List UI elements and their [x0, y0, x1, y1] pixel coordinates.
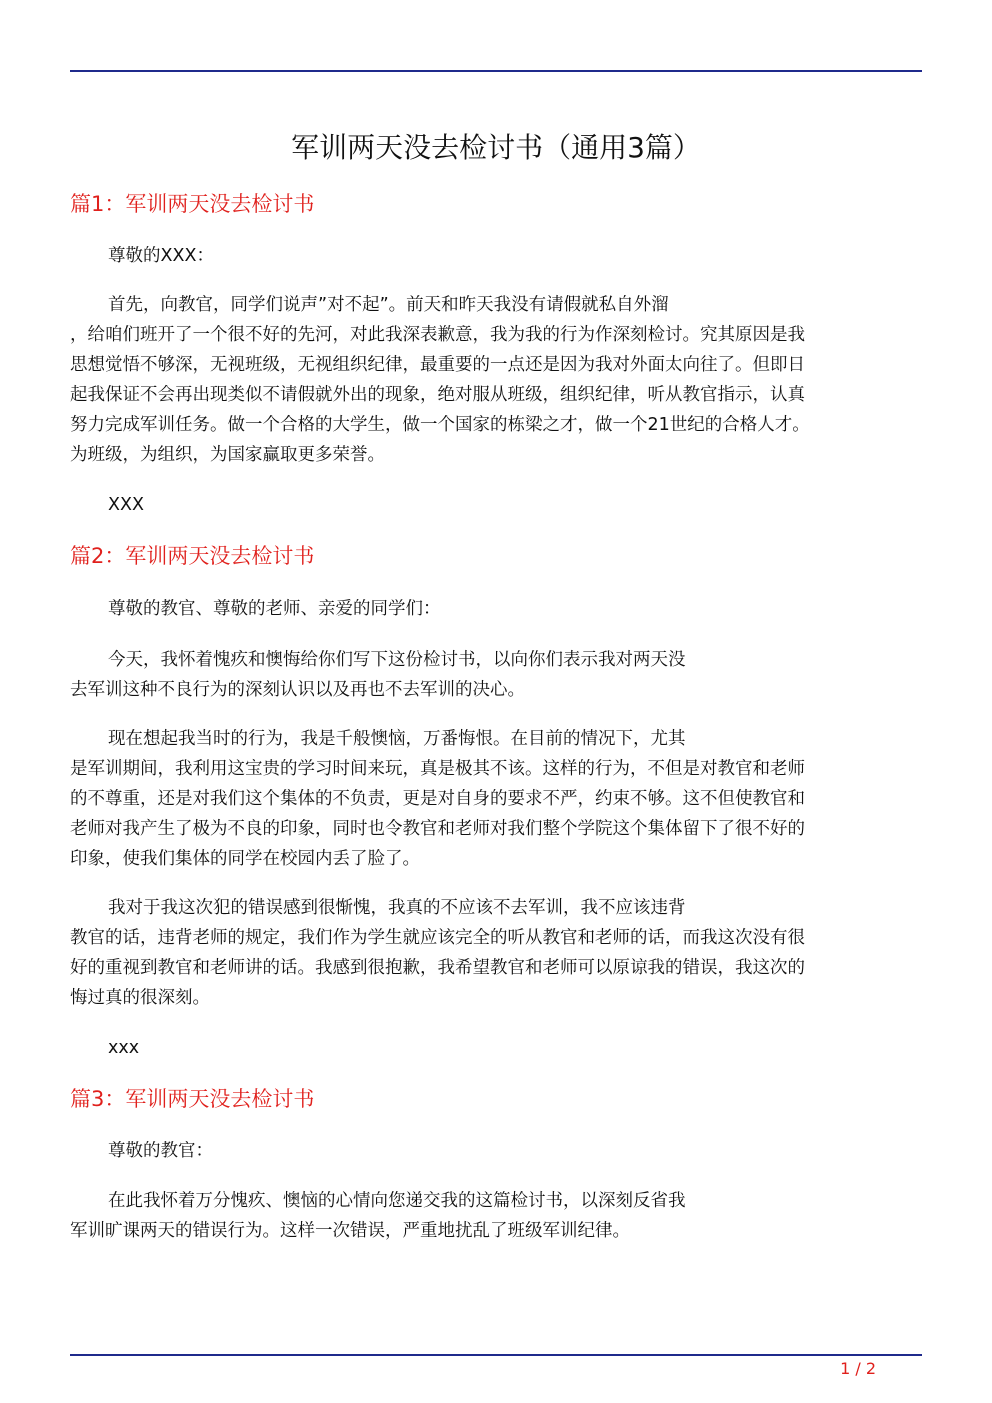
section-heading-1: 篇1：军训两天没去检讨书 [70, 192, 315, 216]
greeting-line: 尊敬的教官、尊敬的老师、亲爱的同学们： [108, 599, 441, 619]
paragraph-line: 好的重视到教官和老师讲的话。我感到很抱歉，我希望教官和老师可以原谅我的错误，我这次的 [70, 958, 805, 978]
paragraph-line: 军训旷课两天的错误行为。这样一次错误，严重地扰乱了班级军训纪律。 [70, 1221, 630, 1241]
paragraph-line: ，给咱们班开了一个很不好的先河，对此我深表歉意，我为我的行为作深刻检讨。究其原因是我 [70, 325, 805, 345]
page-title: 军训两天没去检讨书（通用3篇） [291, 131, 701, 164]
paragraph-line: 思想觉悟不够深，无视班级，无视组织纪律，最重要的一点还是因为我对外面太向往了。但即日 [70, 355, 805, 375]
greeting-line: 尊敬的教官： [108, 1141, 213, 1161]
paragraph-line: 起我保证不会再出现类似不请假就外出的现象，绝对服从班级，组织纪律，听从教官指示，认真 [70, 385, 805, 405]
greeting-line: 尊敬的XXX： [108, 246, 214, 266]
greeting [70, 1136, 922, 1166]
paragraph-line: 现在想起我当时的行为，我是千般懊恼，万番悔恨。在目前的情况下，尤其 [108, 729, 686, 749]
section-heading-2: 篇2：军训两天没去检讨书 [70, 544, 315, 568]
paragraph-line: 今天，我怀着愧疚和懊悔给你们写下这份检讨书，以向你们表示我对两天没 [108, 650, 686, 670]
paragraph [70, 1186, 922, 1246]
header-rule [70, 70, 922, 72]
paragraph-line: 首先，向教官，同学们说声”对不起”。前天和昨天我没有请假就私自外溜 [108, 295, 669, 315]
paragraph-line: 我对于我这次犯的错误感到很惭愧，我真的不应该不去军训，我不应该违背 [108, 898, 686, 918]
greeting [70, 594, 922, 624]
paragraph-line: 努力完成军训任务。做一个合格的大学生，做一个国家的栋梁之才，做一个21世纪的合格人才。 [70, 415, 810, 435]
paragraph-line: 为班级，为组织，为国家赢取更多荣誉。 [70, 445, 385, 465]
page-number: 1 / 2 [840, 1359, 876, 1378]
paragraph-line: 去军训这种不良行为的深刻认识以及再也不去军训的决心。 [70, 680, 525, 700]
paragraph-line: 是军训期间，我利用这宝贵的学习时间来玩，真是极其不该。这样的行为，不但是对教官和老师 [70, 759, 805, 779]
signature [70, 1033, 922, 1063]
greeting [70, 241, 922, 271]
signature-line: XXX [108, 495, 144, 515]
paragraph [70, 290, 922, 470]
paragraph [70, 893, 922, 1013]
paragraph-line: 在此我怀着万分愧疚、懊恼的心情向您递交我的这篇检讨书，以深刻反省我 [108, 1191, 686, 1211]
paragraph-line: 的不尊重，还是对我们这个集体的不负责，更是对自身的要求不严，约束不够。这不但使教官和 [70, 789, 805, 809]
paragraph [70, 645, 922, 705]
paragraph-line: 悔过真的很深刻。 [70, 988, 210, 1008]
paragraph-line: 印象，使我们集体的同学在校园内丢了脸了。 [70, 849, 420, 869]
footer-rule [70, 1354, 922, 1356]
signature [70, 490, 922, 520]
paragraph-line: 老师对我产生了极为不良的印象，同时也令教官和老师对我们整个学院这个集体留下了很不好的 [70, 819, 805, 839]
paragraph [70, 724, 922, 874]
signature-line: xxx [108, 1038, 140, 1058]
section-heading-3: 篇3：军训两天没去检讨书 [70, 1087, 315, 1111]
paragraph-line: 教官的话，违背老师的规定，我们作为学生就应该完全的听从教官和老师的话，而我这次没有很 [70, 928, 805, 948]
